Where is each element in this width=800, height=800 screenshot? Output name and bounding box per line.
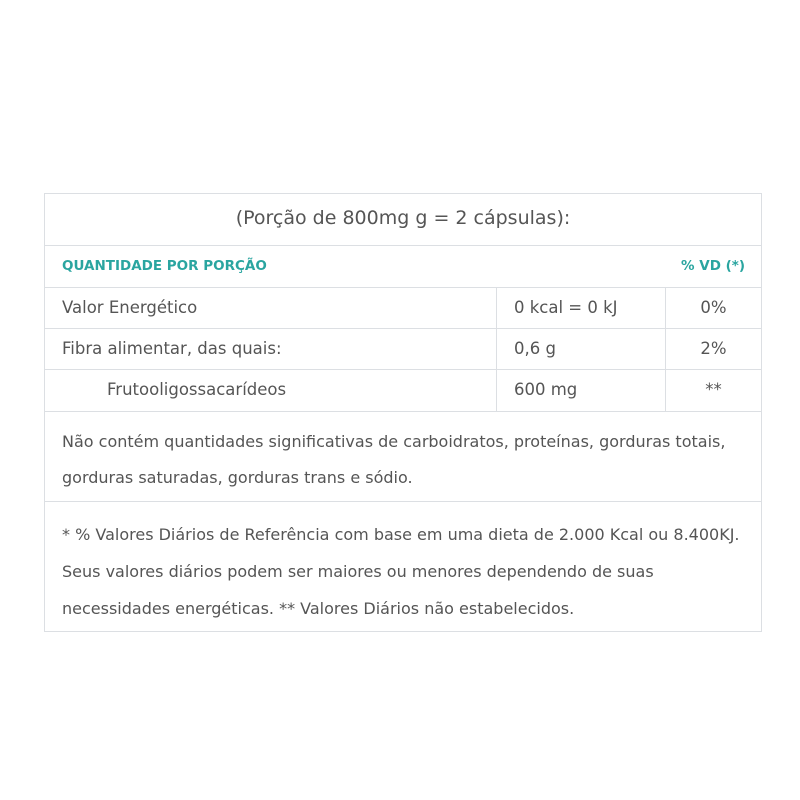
daily-values-footnote-row bbox=[45, 502, 761, 633]
nutrient-quantity: 0,6 g bbox=[496, 329, 665, 369]
nutrient-quantity: 600 mg bbox=[496, 370, 665, 411]
daily-values-footnote: * % Valores Diários de Referência com base em uma dieta de 2.000 Kcal ou 8.400KJ. Seus valores diários podem ser maiores ou menores dependendo de suas necessidades energéticas. ** Valores Diários não estabelecidos. bbox=[62, 525, 740, 618]
daily-value-header: % VD (*) bbox=[681, 258, 745, 274]
nutrient-name: Frutooligossacarídeos bbox=[107, 380, 287, 399]
insignificant-amounts-note: Não contém quantidades significativas de carboidratos, proteínas, gorduras totais, gorduras saturadas, gorduras trans e sódio. bbox=[62, 432, 726, 487]
nutrient-name: Valor Energético bbox=[62, 298, 198, 317]
nutrient-daily-value: ** bbox=[665, 370, 761, 411]
table-row bbox=[45, 329, 761, 370]
nutrient-daily-value: 2% bbox=[665, 329, 761, 369]
nutrient-name: Fibra alimentar, das quais: bbox=[62, 339, 282, 358]
table-header-row bbox=[45, 246, 761, 288]
table-row bbox=[45, 370, 761, 412]
nutrient-daily-value: 0% bbox=[665, 288, 761, 328]
portion-title-row bbox=[45, 194, 761, 246]
nutrient-quantity: 0 kcal = 0 kJ bbox=[496, 288, 665, 328]
quantity-per-portion-header: QUANTIDADE POR PORÇÃO bbox=[62, 258, 267, 274]
insignificant-amounts-note-row bbox=[45, 412, 761, 502]
portion-title: (Porção de 800mg g = 2 cápsulas): bbox=[235, 207, 571, 229]
nutrition-table bbox=[44, 193, 762, 632]
table-row bbox=[45, 288, 761, 329]
